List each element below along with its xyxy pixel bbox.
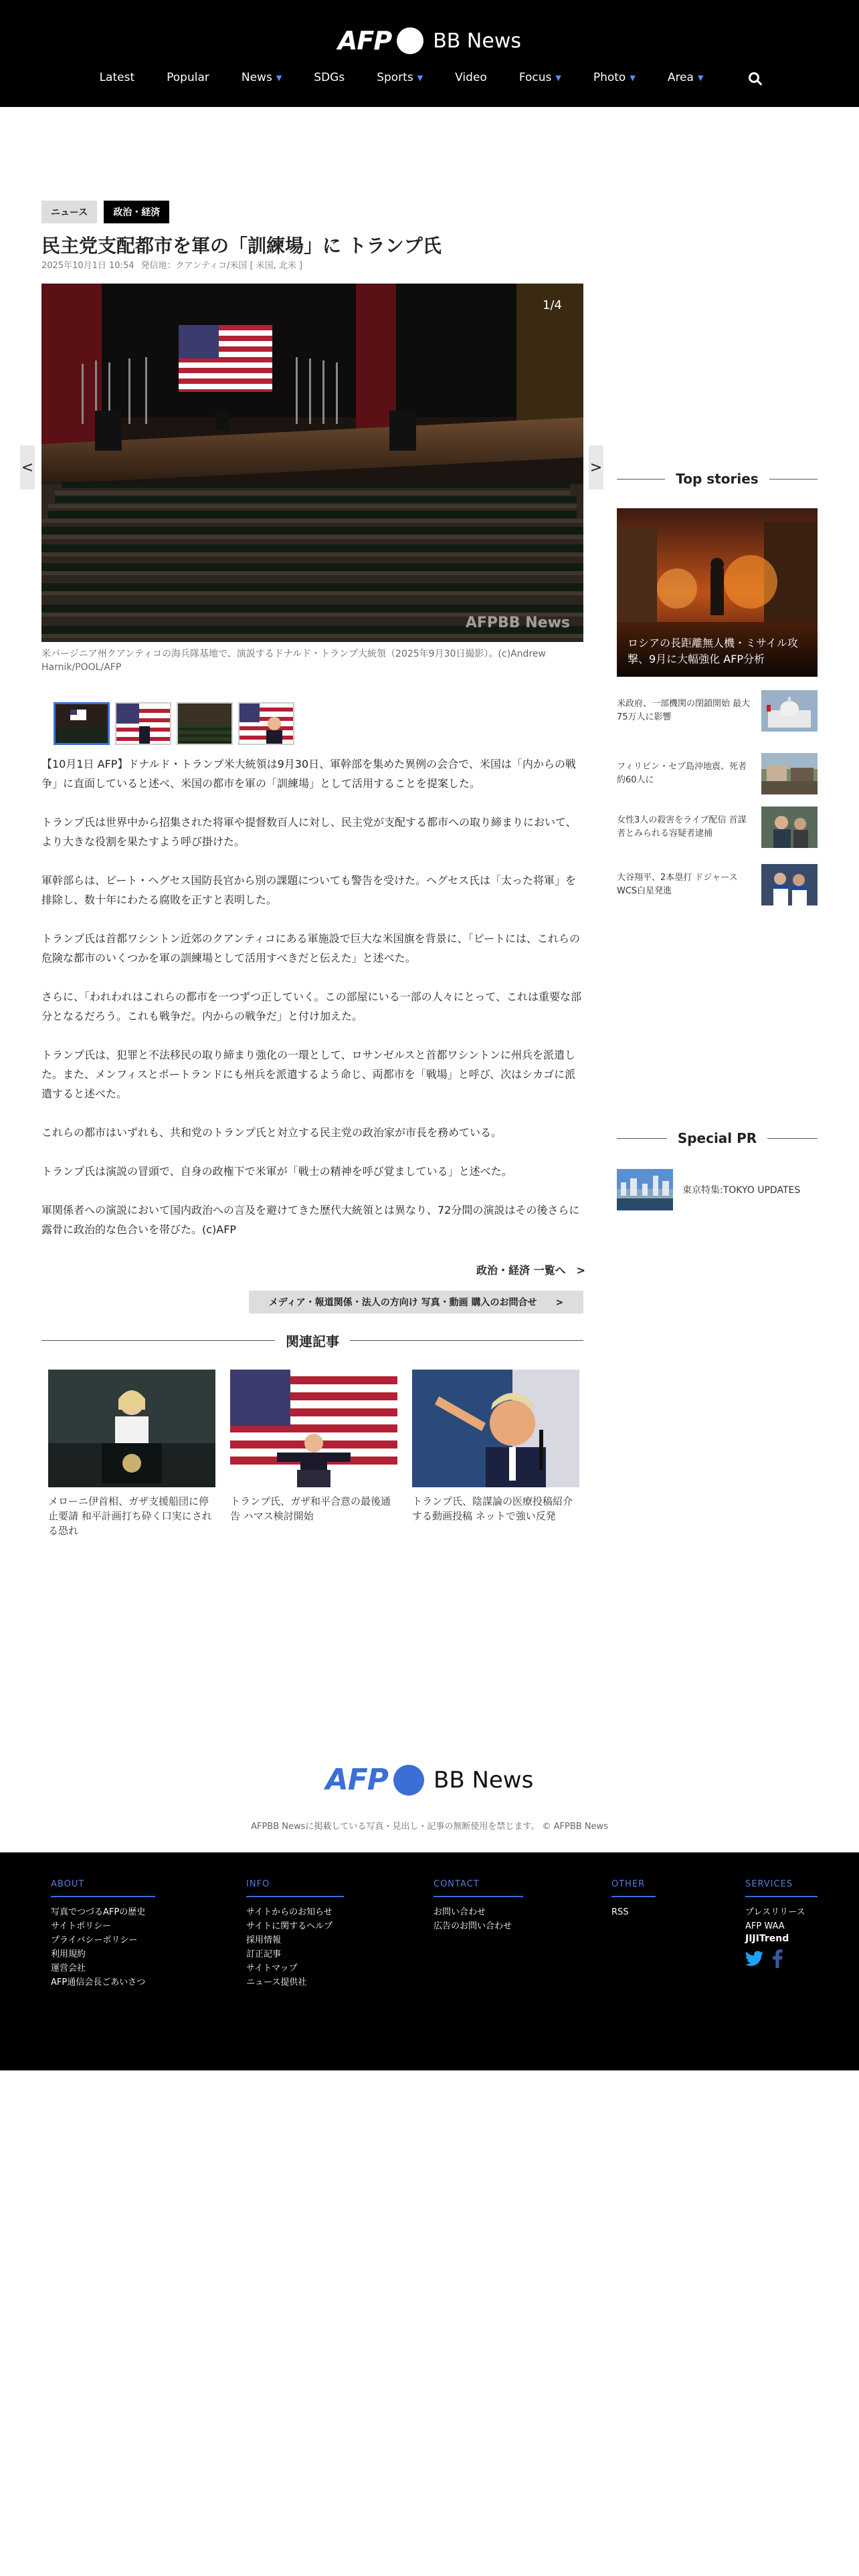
article-paragraph: 軍関係者への演説において国内政治への言及を避けてきた歴代大統領とは異なり、72分間の演説はその後さらに露骨に政治的な色合いを帯びた。(c)AFP: [41, 1204, 580, 1236]
tag-category[interactable]: 政治・経済: [104, 201, 169, 223]
main-photo[interactable]: [41, 284, 583, 642]
chevron-down-icon: ▼: [555, 73, 561, 82]
site-logo[interactable]: [0, 24, 859, 58]
thumbnail-1[interactable]: [54, 702, 110, 745]
media-inquiry-bar[interactable]: メディア・報道関係・法人の方向け 写真・動画 購入のお問合せ >: [249, 1291, 583, 1313]
article-meta: [41, 258, 302, 271]
nav-item-photo[interactable]: [593, 71, 636, 84]
article-paragraph: トランプ氏は世界中から招集された将軍や提督数百人に対し、民主党が支配する都市への取り締まりにおいて、より大きな役割を果たすよう呼び掛けた。: [41, 816, 577, 848]
divider: [41, 1340, 275, 1341]
site-header: [0, 0, 859, 107]
footer-link[interactable]: 訂正記事: [246, 1949, 282, 1959]
footer-link[interactable]: AFP WAA: [745, 1921, 785, 1931]
nav-item-area[interactable]: [668, 71, 704, 84]
footer-link[interactable]: サイトに関するヘルプ: [246, 1921, 333, 1931]
top-story-title: フィリピン・セブ島沖地震、死者約60人に: [617, 762, 747, 785]
top-story-thumb: [761, 807, 818, 848]
related-card[interactable]: [412, 1370, 579, 1538]
footer-link[interactable]: 写真でつづるAFPの歴史: [51, 1907, 146, 1917]
article-paragraph: トランプ氏は、犯罪と不法移民の取り締まり強化の一環として、ロサンゼルスと首都ワシントンに州兵を派遣した。また、メンフィスとポートランドにも州兵を派遣するよう命じ、両都市を「戦場」と呼び、次はシカゴに派遣すると述べた。: [41, 1049, 576, 1100]
thumbnail-2[interactable]: [115, 702, 171, 745]
related-image: [412, 1370, 579, 1487]
footer-link[interactable]: プレスリリース: [745, 1907, 805, 1917]
logo-dot-icon: [397, 27, 423, 54]
divider: [767, 1138, 818, 1139]
related-articles: [48, 1370, 579, 1538]
footer-col-services: [745, 1879, 818, 1971]
footer-logo[interactable]: [0, 1763, 859, 1797]
article-paragraph: トランプ氏は首都ワシントン近郊のクアンティコにある軍施設で巨大な米国旗を背景に、「ピートには、これらの危険な都市のいくつかを軍の訓練場として活用すべきだと伝えた」と述べた。: [41, 932, 581, 964]
thumbnail-image: [116, 704, 171, 745]
top-story-title: 女性3人の殺害をライブ配信 首謀者とみられる容疑者逮捕: [617, 815, 747, 839]
nav-item-focus[interactable]: [519, 71, 561, 84]
divider: [617, 1138, 667, 1139]
nav-label: Latest: [99, 71, 135, 84]
nav-label: News: [241, 71, 272, 84]
article-date: 2025年10月1日 10:54: [41, 261, 134, 271]
footer-link[interactable]: サイトからのお知らせ: [246, 1907, 332, 1917]
nav-label: SDGs: [314, 71, 345, 84]
category-list-link[interactable]: 政治・経済 一覧へ >: [476, 1264, 585, 1277]
special-pr-title: 東京特集:TOKYO UPDATES: [682, 1185, 801, 1196]
footer-link[interactable]: ニュース提供社: [246, 1977, 307, 1988]
twitter-icon-glyph: [745, 1951, 764, 1967]
thumbnail-image: [178, 704, 233, 745]
article-title: 民主党支配都市を軍の「訓練場」に トランプ氏: [41, 235, 442, 257]
twitter-icon[interactable]: [745, 1951, 764, 1969]
main-photo-image: [41, 284, 583, 642]
footer-link[interactable]: 利用規約: [51, 1949, 86, 1959]
jiji-trend-logo[interactable]: JIJITrend: [745, 1933, 789, 1944]
facebook-icon[interactable]: [772, 1949, 783, 1971]
search-icon[interactable]: [749, 72, 759, 83]
top-story-thumb-image: [761, 807, 818, 848]
top-story-thumb: [761, 753, 818, 794]
footer-link[interactable]: 運営会社: [51, 1963, 86, 1973]
article-paragraph: さらに、「われわれはこれらの都市を一つずつ正していく。この部屋にいる一部の人々にとって、これは重要な部分となるだろう。これも戦争だ。内からの戦争だ」と付け加えた。: [41, 990, 582, 1023]
footer-logo-bb-text: BB News: [434, 1766, 534, 1794]
footer-heading: SERVICES: [745, 1879, 818, 1897]
top-story-title: 大谷翔平、2本塁打 ドジャースWCS白星発進: [617, 873, 738, 896]
chevron-down-icon: ▼: [697, 73, 704, 82]
footer-heading: INFO: [246, 1879, 344, 1897]
photo-next-button[interactable]: [589, 445, 603, 490]
footer-heading: ABOUT: [51, 1879, 155, 1897]
footer-col-info: [246, 1879, 344, 1990]
footer-col-about: [51, 1879, 155, 1990]
top-story-thumb-image: [761, 864, 818, 905]
related-photo: [48, 1370, 215, 1487]
photo-prev-button[interactable]: [20, 445, 35, 490]
chevron-left-icon: <: [21, 459, 34, 476]
footer-heading: OTHER: [611, 1879, 656, 1897]
related-card[interactable]: [230, 1370, 397, 1538]
photo-watermark: AFPBB News: [465, 615, 570, 631]
related-image: [48, 1370, 215, 1487]
top-story-caption: ロシアの長距離無人機・ミサイル攻撃、9月に大幅強化 AFP分析: [628, 637, 798, 665]
related-photo: [412, 1370, 579, 1487]
footer-link[interactable]: AFP通信会長ごあいさつ: [51, 1977, 146, 1988]
top-story-item[interactable]: [617, 863, 818, 907]
footer-heading: CONTACT: [434, 1879, 523, 1897]
top-story-thumb-image: [761, 690, 818, 732]
photo-counter: 1/4: [543, 298, 562, 312]
special-pr-heading: [617, 1130, 818, 1146]
footer-link[interactable]: 広告のお問い合わせ: [434, 1921, 512, 1931]
chevron-right-icon: >: [589, 459, 603, 476]
article-body: [41, 754, 583, 1259]
related-card[interactable]: [48, 1370, 215, 1538]
thumbnail-image: [240, 704, 294, 745]
footer-link[interactable]: プライバシーポリシー: [51, 1935, 138, 1945]
footer-link[interactable]: サイトマップ: [246, 1963, 298, 1973]
nav-item-popular[interactable]: [167, 71, 209, 84]
logo-bb-text: BB News: [433, 29, 521, 53]
top-story-item[interactable]: [617, 805, 818, 849]
chevron-down-icon: ▼: [276, 73, 282, 82]
article-paragraph: 【10月1日 AFP】ドナルド・トランプ米大統領は9月30日、軍幹部を集めた異例の会合で、米国は「内からの戦争」に直面していると述べ、米国の都市を軍の「訓練場」として活用することを提案した。: [41, 758, 576, 790]
main-nav: [0, 71, 859, 84]
nav-label: Sports: [377, 71, 413, 84]
top-story-item[interactable]: [617, 752, 818, 796]
article-tags: [41, 201, 169, 223]
top-stories-label: Top stories: [676, 471, 759, 487]
footer-link[interactable]: お問い合わせ: [434, 1907, 486, 1917]
article-paragraph: これらの都市はいずれも、共和党のトランプ氏と対立する民主党の政治家が市長を務めている。: [41, 1126, 502, 1139]
top-story-title: 米政府、一部機関の閉鎖開始 最大75万人に影響: [617, 699, 751, 722]
related-title: トランプ氏、ガザ和平合意の最後通告 ハマス検討開始: [230, 1495, 391, 1522]
chevron-down-icon: ▼: [417, 73, 423, 82]
top-story-thumb: [761, 690, 818, 732]
top-story-main[interactable]: [617, 508, 818, 677]
nav-label: Video: [455, 71, 487, 84]
article-paragraph: 軍幹部らは、ピート・ヘグセス国防長官から別の課題についても警告を受けた。ヘグセス氏は「太った将軍」を排除し、数十年にわたる腐敗を正すと表明した。: [41, 874, 577, 906]
related-title: トランプ氏、陰謀論の医療投稿紹介する動画投稿 ネットで強い反発: [412, 1495, 573, 1522]
related-title: メローニ伊首相、ガザ支援船団に停止要請 和平計画打ち砕く口実にされる恐れ: [48, 1495, 212, 1537]
thumbnail-image: [56, 704, 110, 745]
nav-item-news[interactable]: [242, 71, 282, 84]
nav-label: Focus: [518, 71, 552, 84]
tag-news[interactable]: ニュース: [41, 201, 97, 223]
top-story-thumb: [761, 864, 818, 905]
nav-label: Popular: [167, 71, 209, 84]
related-heading: [41, 1331, 583, 1350]
top-story-thumb-image: [761, 753, 818, 794]
article-location: 発信地：クアンティコ/米国 [ 米国, 北米 ]: [140, 261, 303, 271]
related-heading-label: 関連記事: [286, 1333, 339, 1350]
chevron-down-icon: ▼: [630, 73, 636, 82]
nav-item-sports[interactable]: [377, 71, 423, 84]
top-story-item[interactable]: [617, 689, 818, 733]
article-paragraph: トランプ氏は演説の冒頭で、自身の政権下で米軍が「戦士の精神を呼び覚ましている」と述べた。: [41, 1165, 512, 1178]
special-pr-thumb-image: [617, 1169, 673, 1210]
nav-item-sdgs[interactable]: [314, 71, 345, 84]
related-image: [230, 1370, 397, 1487]
social-links: [745, 1949, 818, 1971]
site-footer: [0, 1852, 859, 2070]
special-pr-item[interactable]: [617, 1169, 800, 1210]
footer-col-contact: [434, 1879, 523, 1933]
footer-link[interactable]: 採用情報: [246, 1935, 282, 1945]
related-photo: [230, 1370, 397, 1487]
special-pr-thumb: [617, 1169, 673, 1210]
special-pr-label: Special PR: [677, 1130, 757, 1146]
nav-item-video[interactable]: [455, 71, 487, 84]
footer-link[interactable]: RSS: [611, 1907, 629, 1917]
facebook-icon-glyph: [772, 1949, 783, 1968]
footer-logo-afp-text: AFP: [325, 1763, 388, 1797]
nav-label: Area: [667, 71, 694, 84]
thumbnail-4[interactable]: [238, 702, 294, 745]
nav-item-latest[interactable]: [100, 71, 135, 84]
thumbnail-3[interactable]: [177, 702, 233, 745]
divider: [350, 1340, 583, 1341]
photo-thumbnails: [54, 702, 294, 745]
footer-logo-dot-icon: [393, 1765, 424, 1796]
copyright: AFPBB Newsに掲載している写真・見出し・記事の無断使用を禁じます。 © AFPBB News: [251, 1822, 608, 1832]
photo-caption: 米バージニア州クアンティコの海兵隊基地で、演説するドナルド・トランプ大統領（2025年9月30日撮影）。(c)Andrew Harnik/POOL/AFP: [41, 649, 546, 673]
footer-col-other: [611, 1879, 656, 1919]
footer-link[interactable]: サイトポリシー: [51, 1921, 112, 1931]
nav-label: Photo: [593, 71, 626, 84]
logo-afp-text: AFP: [338, 26, 392, 56]
top-stories-heading: [617, 471, 818, 487]
